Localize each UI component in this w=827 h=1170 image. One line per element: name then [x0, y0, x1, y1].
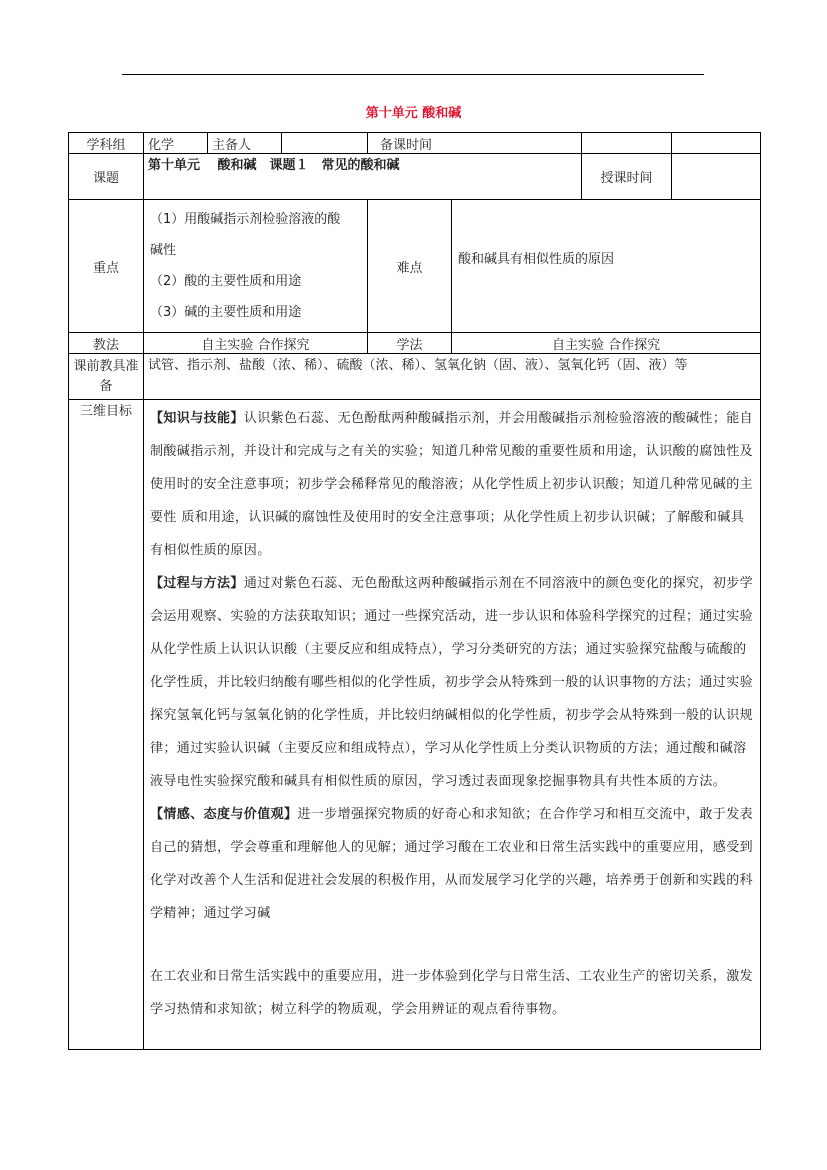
preparer-label: 主备人	[208, 133, 282, 154]
topic-label: 课题	[69, 154, 144, 200]
subject-group-label: 学科组	[69, 133, 144, 154]
key-point-item: （2）酸的主要性质和用途	[150, 274, 302, 289]
goal-continuation: 在工农业和日常生活实践中的重要应用，进一步体验到化学与日常生活、工农业生产的密切关系，激发学习热情和求知欲；树立科学的物质观，学会用辨证的观点看待事物。	[150, 969, 754, 1017]
key-point-item: （3）碱的主要性质和用途	[150, 305, 302, 320]
goal-heading: 【知识与技能】	[150, 411, 244, 426]
method-value: 自主实验 合作探究	[144, 333, 368, 354]
spacer	[150, 930, 756, 960]
goals-label: 三维目标	[69, 400, 144, 1050]
teach-time-value	[672, 154, 761, 200]
goal-text: 通过对紫色石蕊、无色酚酞这两种酸碱指示剂在不同溶液中的颜色变化的探究，初步学会运用观察、实验的方法获取知识；通过一些探究活动，进一步认识和体验科学探究的过程；通过实验从化学性质上认识认识酸（主要反应和组成特点），学习分类研究的方法；通过实验探究盐酸与硫酸的 化学性质，并比较归纳酸有哪些相似的化学性质，初步学会从特殊到一般的认识事物的方法；通过实验探究氢氧化钙与氢氧化钠的化学性质，并比较归纳碱相似的化学性质，初步学会从特殊到一般的认识规律；通过实验认识碱（主要反应和组成特点），学习从化学性质上分类认识物质的方法；通过酸和碱溶液导电性实验探究酸和碱具有相似性质的原因，学习透过表面现象挖掘事物具有共性本质的方法。	[150, 576, 754, 789]
method-label: 教法	[69, 333, 144, 354]
prep-time-label: 备课时间	[368, 133, 582, 154]
goal-attitude	[150, 798, 756, 930]
goal-process	[150, 567, 756, 798]
teach-time-label: 授课时间	[582, 154, 672, 200]
row-preparation	[69, 354, 761, 400]
goal-heading: 【过程与方法】	[150, 576, 244, 591]
preparer-value	[282, 133, 368, 154]
difficulty-label: 难点	[368, 200, 452, 333]
header-rule	[122, 74, 704, 75]
row-key-points	[69, 200, 761, 333]
row-topic	[69, 154, 761, 200]
prep-value: 试管、指示剂、盐酸（浓、稀）、硫酸（浓、稀）、氢氧化钠（固、液）、氢氧化钙（固、液）等	[144, 354, 761, 400]
row1-extra-cell	[672, 133, 761, 154]
row-subject-group	[69, 133, 761, 154]
document-title: 第十单元 酸和碱	[365, 106, 462, 121]
prep-time-value	[582, 133, 672, 154]
goal-heading: 【情感、态度与价值观】	[150, 807, 298, 822]
goals-content	[144, 400, 761, 1050]
goal-knowledge	[150, 402, 756, 567]
goal-text: 认识紫色石蕊、无色酚酞两种酸碱指示剂，并会用酸碱指示剂检验溶液的酸碱性；能自制酸碱指示剂，并设计和完成与之有关的实验；知道几种常见酸的重要性质和用途，认识酸的腐蚀性及使用时的安全注意事项；初步学会稀释常见的酸溶液；从化学性质上初步认识酸；知道几种常见碱的主要性 质和用途，认识碱的腐蚀性及使用时的安全注意事项；从化学性质上初步认识碱；了解酸和碱具有相似性质的原因。	[150, 411, 754, 558]
learning-label: 学法	[368, 333, 452, 354]
learning-value: 自主实验 合作探究	[452, 333, 761, 354]
row-goals	[69, 400, 761, 1050]
key-point-item: （1）用酸碱指示剂检验溶液的酸	[150, 212, 341, 227]
key-label: 重点	[69, 200, 144, 333]
row-method	[69, 333, 761, 354]
prep-label: 课前教具准备	[69, 354, 144, 400]
lesson-plan-table	[68, 132, 761, 1050]
difficulty-value: 酸和碱具有相似性质的原因	[452, 200, 761, 333]
key-points-list	[144, 200, 368, 333]
goal-text: 进一步增强探究物质的好奇心和求知欲；在合作学习和相互交流中，敢于发表自己的猜想，学会尊重和理解他人的见解；通过学习酸在工农业和日常生活实践中的重要应用，感受到化学对改善个人生活和促进社会发展的积极作用，从而发展学习化学的兴趣，培养勇于创新和实践的科学精神；通过学习碱	[150, 807, 754, 921]
subject-group-value: 化学	[144, 133, 208, 154]
topic-value: 第十单元 酸和碱 课题１ 常见的酸和碱	[144, 154, 582, 200]
key-point-item: 碱性	[150, 243, 177, 258]
